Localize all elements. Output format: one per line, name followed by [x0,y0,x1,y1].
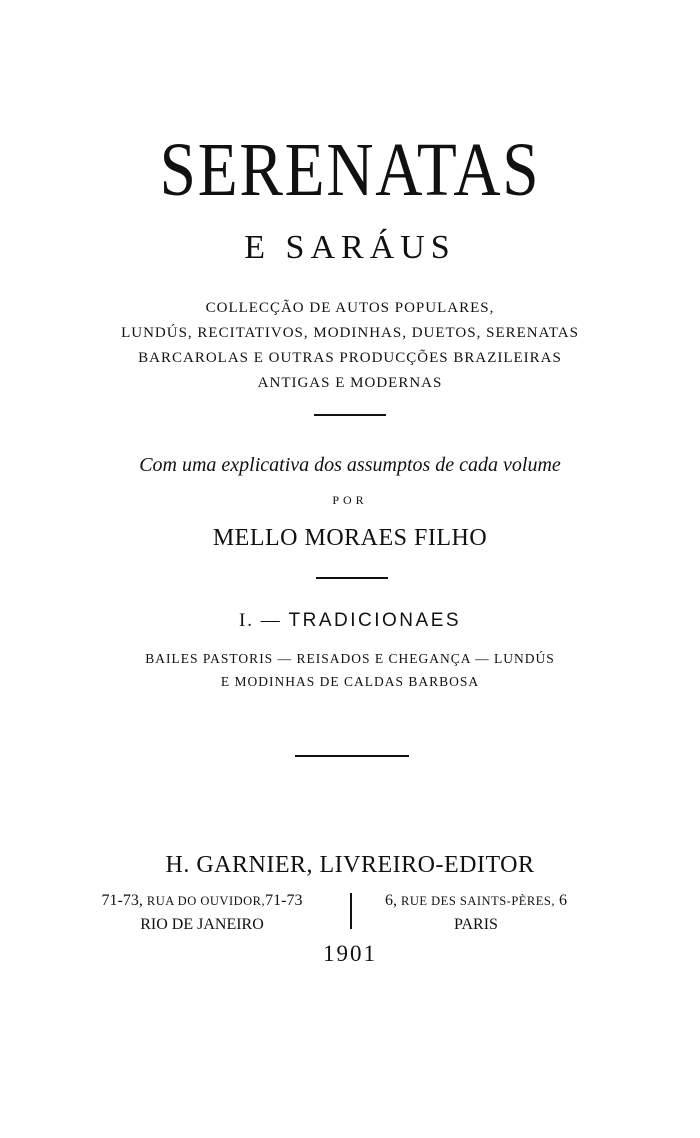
description-block [0,296,700,396]
contents-block [0,647,700,693]
address-number: 6 [558,892,567,909]
publication-year: 1901 [323,941,377,966]
divider-rule [314,414,386,416]
volume-dash: — [260,610,282,631]
address-street: RUA DO OUVIDOR, [146,894,266,908]
volume-heading [0,608,700,634]
author-name: MELLO MORAES FILHO [212,525,488,551]
address-separator [350,893,352,929]
address-city: RIO DE JANEIRO [140,916,264,933]
address-street-line [60,889,344,913]
address-number: 71-73 [265,892,303,909]
address-rio [60,889,344,937]
description-line: BARCAROLAS E OUTRAS PRODUCÇÕES BRAZILEIRAS [138,350,562,366]
book-title: SERENATAS [159,128,541,212]
address-paris [356,889,596,937]
description-line: ANTIGAS E MODERNAS [257,375,443,391]
volume-name: TRADICIONAES [288,610,462,631]
divider-rule [316,577,388,579]
contents-line: E MODINHAS DE CALDAS BARBOSA [220,674,480,689]
contents-line: BAILES PASTORIS — REISADOS E CHEGANÇA — LUNDÚS [145,651,555,666]
by-label: POR [332,493,368,507]
publisher-name: H. GARNIER, LIVREIRO-EDITOR [165,852,535,878]
book-subtitle: E SARÁUS [244,229,456,266]
address-city: PARIS [454,916,498,933]
address-number: 6, [385,892,398,909]
description-line: COLLECÇÃO DE AUTOS POPULARES, [205,300,495,316]
explicativa-line: Com uma explicativa dos assumptos de cada volume [139,454,561,476]
divider-rule [295,755,409,757]
description-line: LUNDÚS, RECITATIVOS, MODINHAS, DUETOS, SERENATAS [121,325,579,341]
address-street-line [356,889,596,913]
address-number: 71-73, [101,892,143,909]
volume-number: I. [238,610,255,631]
address-street: RUE DES SAINTS-PÈRES, [401,894,555,908]
